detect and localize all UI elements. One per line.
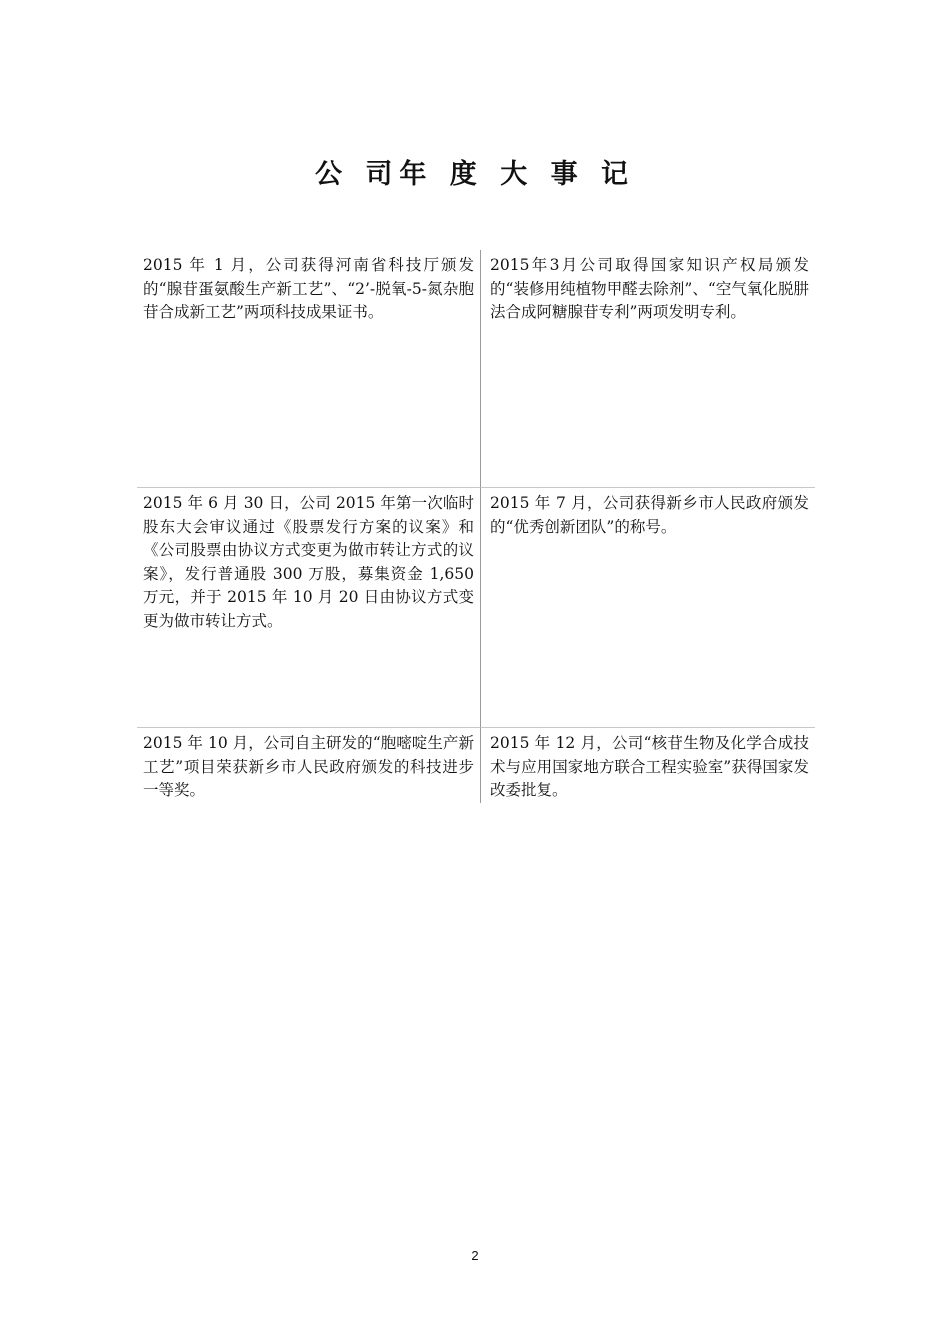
event-2015-07: 2015 年 7 月，公司获得新乡市人民政府颁发的“优秀创新团队”的称号。	[481, 487, 815, 727]
events-table	[137, 250, 815, 803]
event-2015-12: 2015 年 12 月，公司“核苷生物及化学合成技术与应用国家地方联合工程实验室”获得国家发改委批复。	[481, 727, 815, 803]
event-2015-01: 2015 年 1 月，公司获得河南省科技厅颁发的“腺苷蛋氨酸生产新工艺”、“2’-脱氧-5-氮杂胞苷合成新工艺”两项科技成果证书。	[137, 250, 481, 487]
page-title: 公 司年 度 大 事 记	[315, 159, 635, 190]
event-2015-03: 2015年3月公司取得国家知识产权局颁发的“装修用纯植物甲醛去除剂”、“空气氧化脱肼法合成阿糖腺苷专利”两项发明专利。	[490, 256, 809, 321]
page-number: 2	[471, 1248, 479, 1263]
event-2015-06: 2015 年 6 月 30 日，公司 2015 年第一次临时股东大会审议通过《股票发行方案的议案》和《公司股票由协议方式变更为做市转让方式的议案》，发行普通股 300 万股，募集资金 1,650 万元，并于 2015 年 10 月 20 日由协议方式变更为做市转让方式。	[137, 487, 481, 727]
event-2015-10: 2015 年 10 月，公司自主研发的“胞嘧啶生产新工艺”项目荣获新乡市人民政府颁发的科技进步一等奖。	[137, 727, 481, 803]
